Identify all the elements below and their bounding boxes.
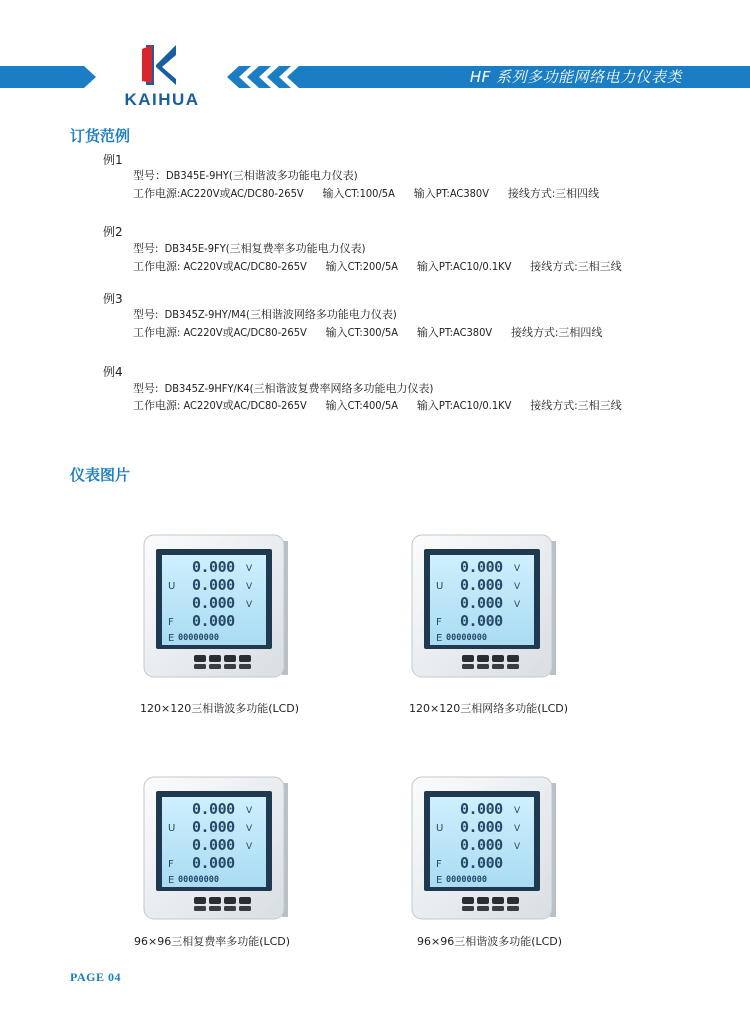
gallery-heading: 仪表图片 xyxy=(70,466,131,484)
example-model: 型号：DB345E-9HY(三相谐波多功能电力仪表) xyxy=(133,169,358,182)
svg-text:F: F xyxy=(168,617,174,628)
power-meter-icon xyxy=(410,775,558,925)
example-label: 例2 xyxy=(103,225,123,239)
lcd-energy-reading: 00000000 xyxy=(446,875,487,885)
example-specs: 工作电源: AC220V或AC/DC80-265V 输入CT:200/5A 输入PT:AC10/0.1KV 接线方式:三相三线 xyxy=(133,260,622,273)
lcd-reading: 0.000 xyxy=(460,612,503,630)
lcd-reading: 0.000 xyxy=(192,576,235,594)
meter-caption: 120×120三相网络多功能(LCD) xyxy=(409,702,569,715)
header-band-left xyxy=(0,66,84,88)
example-specs: 工作电源: AC220V或AC/DC80-265V 输入CT:300/5A 输入PT:AC380V 接线方式:三相四线 xyxy=(133,326,603,339)
lcd-reading: 0.000 xyxy=(460,576,503,594)
svg-text:V: V xyxy=(246,806,253,816)
lcd-reading: 0.000 xyxy=(192,558,235,576)
meter-caption: 96×96三相复费率多功能(LCD) xyxy=(134,935,291,948)
meter-key-icon xyxy=(492,897,504,904)
svg-text:V: V xyxy=(246,564,253,574)
meter-key-icon xyxy=(492,655,504,662)
svg-text:V: V xyxy=(514,600,521,610)
meter-key-icon xyxy=(194,897,206,904)
lcd-reading: 0.000 xyxy=(192,594,235,612)
chevron-arrows-icon xyxy=(225,66,305,88)
lcd-energy-reading: 00000000 xyxy=(446,633,487,643)
meter-key-icon xyxy=(224,655,236,662)
lcd-reading: 0.000 xyxy=(460,594,503,612)
lcd-reading: 0.000 xyxy=(192,800,235,818)
power-meter-icon xyxy=(142,775,290,925)
svg-text:V: V xyxy=(514,824,521,834)
example-specs: 工作电源:AC220V或AC/DC80-265V 输入CT:100/5A 输入PT:AC380V 接线方式:三相四线 xyxy=(133,187,600,200)
svg-text:V: V xyxy=(514,842,521,852)
example-specs: 工作电源: AC220V或AC/DC80-265V 输入CT:400/5A 输入PT:AC10/0.1KV 接线方式:三相三线 xyxy=(133,399,622,412)
example-model: 型号: DB345E-9FY(三相复费率多功能电力仪表) xyxy=(133,242,366,255)
lcd-energy-reading: 00000000 xyxy=(178,633,219,643)
lcd-reading: 0.000 xyxy=(192,854,235,872)
svg-text:V: V xyxy=(246,582,253,592)
kaihua-logo-icon xyxy=(142,43,178,87)
power-meter-icon xyxy=(142,533,290,683)
svg-text:E: E xyxy=(436,633,443,644)
power-meter-icon xyxy=(410,533,558,683)
meter-image xyxy=(410,775,558,925)
lcd-reading: 0.000 xyxy=(460,854,503,872)
meter-key-icon xyxy=(209,655,221,662)
lcd-reading: 0.000 xyxy=(192,836,235,854)
svg-text:U: U xyxy=(168,581,176,592)
svg-text:V: V xyxy=(246,600,253,610)
meter-key-icon xyxy=(462,897,474,904)
example-model: 型号: DB345Z-9HY/M4(三相谐波网络多功能电力仪表) xyxy=(133,308,397,321)
lcd-reading: 0.000 xyxy=(460,836,503,854)
meter-image xyxy=(142,533,290,683)
meter-key-icon xyxy=(239,655,251,662)
svg-text:U: U xyxy=(436,823,444,834)
svg-text:V: V xyxy=(514,564,521,574)
meter-key-icon xyxy=(194,655,206,662)
meter-key-icon xyxy=(507,897,519,904)
lcd-energy-reading: 00000000 xyxy=(178,875,219,885)
meter-image xyxy=(410,533,558,683)
svg-text:U: U xyxy=(436,581,444,592)
meter-image xyxy=(142,775,290,925)
brand-name: KAIHUA xyxy=(124,90,200,109)
meter-key-icon xyxy=(462,655,474,662)
order-heading: 订货范例 xyxy=(70,127,131,145)
meter-caption: 120×120三相谐波多功能(LCD) xyxy=(140,702,300,715)
svg-text:F: F xyxy=(168,859,174,870)
lcd-reading: 0.000 xyxy=(192,612,235,630)
svg-text:E: E xyxy=(168,633,175,644)
meter-key-icon xyxy=(209,897,221,904)
svg-text:E: E xyxy=(436,875,443,886)
svg-text:F: F xyxy=(436,617,442,628)
example-label: 例3 xyxy=(103,292,123,306)
meter-key-icon xyxy=(239,897,251,904)
svg-text:F: F xyxy=(436,859,442,870)
meter-caption: 96×96三相谐波多功能(LCD) xyxy=(417,935,563,948)
lcd-reading: 0.000 xyxy=(460,558,503,576)
svg-text:V: V xyxy=(246,824,253,834)
meter-key-icon xyxy=(507,655,519,662)
svg-text:V: V xyxy=(514,806,521,816)
meter-key-icon xyxy=(224,897,236,904)
lcd-reading: 0.000 xyxy=(460,800,503,818)
meter-key-icon xyxy=(477,897,489,904)
example-model: 型号: DB345Z-9HFY/K4(三相谐波复费率网络多功能电力仪表) xyxy=(133,382,434,395)
page-number: PAGE 04 xyxy=(70,970,121,984)
svg-text:V: V xyxy=(514,582,521,592)
example-label: 例1 xyxy=(103,153,123,167)
lcd-reading: 0.000 xyxy=(460,818,503,836)
page-title: HF 系列多功能网络电力仪表类 xyxy=(469,68,682,86)
example-label: 例4 xyxy=(103,365,123,379)
meter-key-icon xyxy=(477,655,489,662)
svg-text:V: V xyxy=(246,842,253,852)
lcd-reading: 0.000 xyxy=(192,818,235,836)
svg-text:E: E xyxy=(168,875,175,886)
svg-text:U: U xyxy=(168,823,176,834)
